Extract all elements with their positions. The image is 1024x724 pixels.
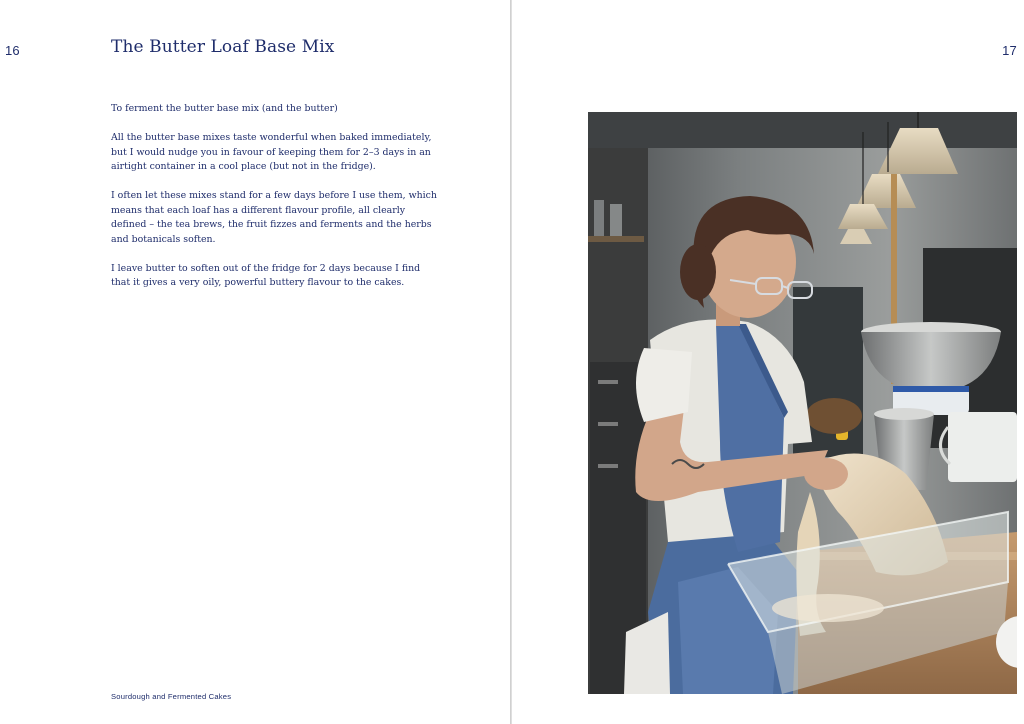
running-footer: Sourdough and Fermented Cakes (111, 692, 232, 701)
baker-illustration (588, 112, 1017, 694)
left-page (0, 0, 510, 724)
body-text (111, 102, 441, 305)
paragraph: All the butter base mixes taste wonderful when baked immediately, but I would nudge you in favour of keeping them for 2–3 days in an airtight container in a cool place (but not in the fridge). (111, 132, 432, 172)
chapter-title: The Butter Loaf Base Mix (111, 37, 335, 57)
page-number-left: 16 (5, 43, 20, 58)
paragraph: I leave butter to soften out of the fridge for 2 days because I find that it gives a very oily, powerful buttery flavour to the cakes. (111, 262, 421, 288)
paragraph: To ferment the butter base mix (and the butter) (111, 103, 338, 114)
page-number-right: 17 (1002, 43, 1017, 58)
paragraph: I often let these mixes stand for a few days before I use them, which means that each loaf has a different flavour profile, all clearly defined – the tea brews, the fruit fizzes and ferments and the herbs and botanicals soften. (111, 190, 437, 245)
baker-photo (588, 112, 1017, 694)
